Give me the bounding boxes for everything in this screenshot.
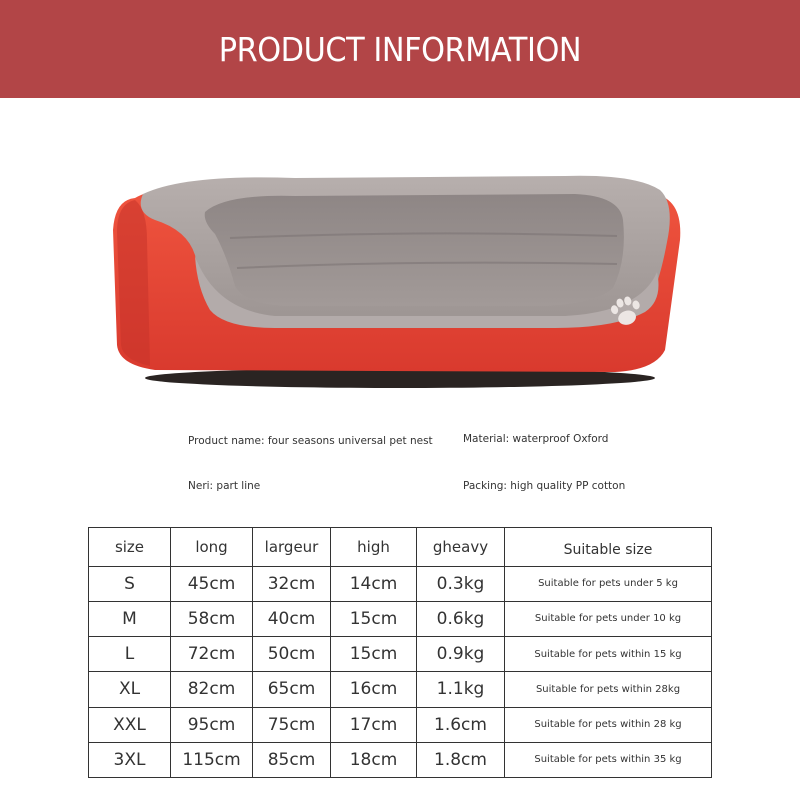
table-row <box>89 742 712 777</box>
gheavy-cell: 1.8cm <box>417 742 505 777</box>
high-cell: 18cm <box>331 742 417 777</box>
suitable-cell: Suitable for pets within 28 kg <box>505 707 712 742</box>
suitable-cell: Suitable for pets within 15 kg <box>505 637 712 672</box>
neri-text: Neri: part line <box>188 480 261 492</box>
size-cell: M <box>89 601 171 636</box>
pet-bed-image <box>95 160 695 400</box>
table-row <box>89 637 712 672</box>
size-cell: XXL <box>89 707 171 742</box>
table-header-row <box>89 528 712 567</box>
table-row <box>89 601 712 636</box>
high-cell: 16cm <box>331 672 417 707</box>
size-cell: S <box>89 566 171 601</box>
packing-text: Packing: high quality PP cotton <box>463 480 626 492</box>
largeur-cell: 32cm <box>253 566 331 601</box>
header-size: size <box>89 528 171 567</box>
gheavy-cell: 1.6cm <box>417 707 505 742</box>
size-cell: XL <box>89 672 171 707</box>
gheavy-cell: 0.3kg <box>417 566 505 601</box>
material-text: Material: waterproof Oxford <box>463 433 609 445</box>
long-cell: 72cm <box>171 637 253 672</box>
suitable-cell: Suitable for pets within 35 kg <box>505 742 712 777</box>
title-banner <box>0 0 800 98</box>
size-cell: L <box>89 637 171 672</box>
high-cell: 14cm <box>331 566 417 601</box>
high-cell: 15cm <box>331 637 417 672</box>
long-cell: 58cm <box>171 601 253 636</box>
largeur-cell: 65cm <box>253 672 331 707</box>
gheavy-cell: 1.1kg <box>417 672 505 707</box>
size-cell: 3XL <box>89 742 171 777</box>
product-name-text: Product name: four seasons universal pet nest <box>188 435 433 447</box>
high-cell: 15cm <box>331 601 417 636</box>
gheavy-cell: 0.6kg <box>417 601 505 636</box>
long-cell: 95cm <box>171 707 253 742</box>
suitable-cell: Suitable for pets under 5 kg <box>505 566 712 601</box>
header-gheavy: gheavy <box>417 528 505 567</box>
header-suitable-size: Suitable size <box>505 528 712 567</box>
table-row <box>89 707 712 742</box>
table-row <box>89 672 712 707</box>
header-high: high <box>331 528 417 567</box>
largeur-cell: 85cm <box>253 742 331 777</box>
header-largeur: largeur <box>253 528 331 567</box>
high-cell: 17cm <box>331 707 417 742</box>
table-row <box>89 566 712 601</box>
suitable-cell: Suitable for pets under 10 kg <box>505 601 712 636</box>
bed-cushion <box>205 194 624 306</box>
largeur-cell: 40cm <box>253 601 331 636</box>
size-table <box>88 527 712 778</box>
largeur-cell: 75cm <box>253 707 331 742</box>
header-long: long <box>171 528 253 567</box>
page-title: PRODUCT INFORMATION <box>218 29 582 69</box>
long-cell: 82cm <box>171 672 253 707</box>
long-cell: 115cm <box>171 742 253 777</box>
long-cell: 45cm <box>171 566 253 601</box>
suitable-cell: Suitable for pets within 28kg <box>505 672 712 707</box>
gheavy-cell: 0.9kg <box>417 637 505 672</box>
largeur-cell: 50cm <box>253 637 331 672</box>
bed-left-panel <box>117 200 150 366</box>
